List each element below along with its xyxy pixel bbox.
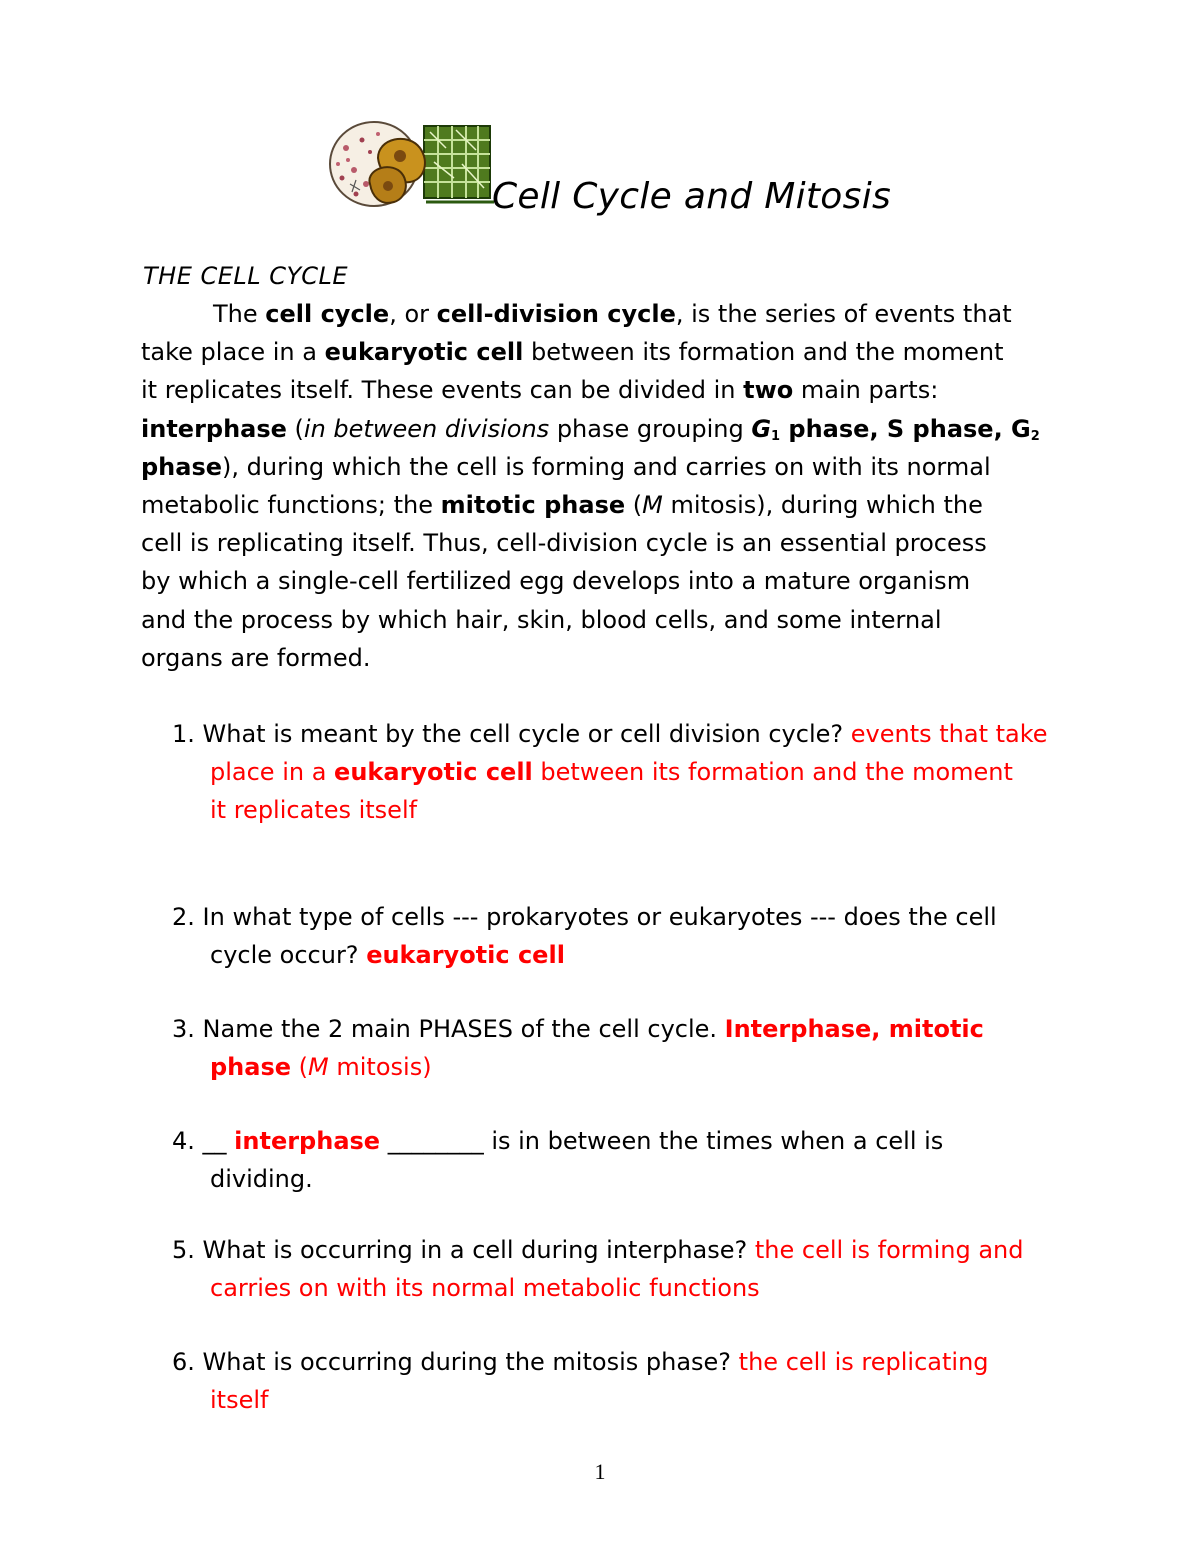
answer-text: the cell is replicating [738, 1348, 989, 1376]
intro-line: interphase (in between divisions phase grouping $G_1$ phase, S phase, $G_2$ [141, 414, 1040, 444]
question-text: 5. What is occurring in a cell during interphase? [172, 1236, 755, 1264]
answer-text: place in a eukaryotic cell between its formation and the moment [210, 758, 1013, 787]
answer-text: itself [210, 1386, 269, 1415]
answer-text: interphase [234, 1127, 381, 1155]
answer-text: the cell is forming and [754, 1236, 1024, 1264]
answer-text: phase (M mitosis) [210, 1053, 432, 1082]
intro-line: take place in a eukaryotic cell between its formation and the moment [141, 338, 1004, 367]
intro-line: cell is replicating itself. Thus, cell-division cycle is an essential process [141, 529, 987, 558]
intro-paragraph [141, 295, 1061, 677]
intro-line: The cell cycle, or cell-division cycle, is the series of events that [213, 300, 1012, 328]
intro-line: by which a single-cell fertilized egg develops into a mature organism [141, 567, 971, 596]
page-number: 1 [594, 1459, 606, 1484]
answer-text: it replicates itself [210, 796, 418, 825]
answer-text: eukaryotic cell [366, 941, 565, 970]
cell-illustration-icon [326, 118, 498, 214]
question-text: 3. Name the 2 main PHASES of the cell cycle. [172, 1015, 725, 1043]
intro-line: and the process by which hair, skin, blood cells, and some internal [141, 605, 942, 634]
answer-text: events that take [850, 720, 1048, 748]
plant-cell-grid-icon [424, 126, 494, 202]
intro-line: phase), during which the cell is forming and carries on with its normal [141, 452, 991, 481]
question-text: 2. In what type of cells --- prokaryotes or eukaryotes --- does the cell [172, 903, 997, 931]
answer-text: carries on with its normal metabolic functions [210, 1274, 760, 1303]
question-text: dividing. [210, 1165, 313, 1194]
question-2 [172, 898, 1072, 974]
question-3 [172, 1010, 1072, 1086]
intro-line: metabolic functions; the mitotic phase (M mitosis), during which the [141, 490, 983, 519]
question-5 [172, 1231, 1072, 1307]
question-6 [172, 1343, 1072, 1419]
intro-line: organs are formed. [141, 643, 371, 672]
document-title: Cell Cycle and Mitosis [492, 176, 892, 217]
answer-text: Interphase, mitotic [724, 1015, 984, 1043]
question-1 [172, 715, 1072, 830]
intro-line: it replicates itself. These events can be divided in two main parts: [141, 376, 939, 405]
question-4 [172, 1122, 1072, 1198]
document-header [326, 118, 926, 218]
question-text: 6. What is occurring during the mitosis phase? [172, 1348, 739, 1376]
section-heading: THE CELL CYCLE [143, 262, 349, 290]
question-text: cycle occur? [210, 941, 367, 970]
question-text: ________ is in between the times when a cell is [380, 1127, 944, 1155]
question-text: 4. __ [172, 1127, 235, 1155]
question-text: 1. What is meant by the cell cycle or cell division cycle? [172, 720, 851, 748]
